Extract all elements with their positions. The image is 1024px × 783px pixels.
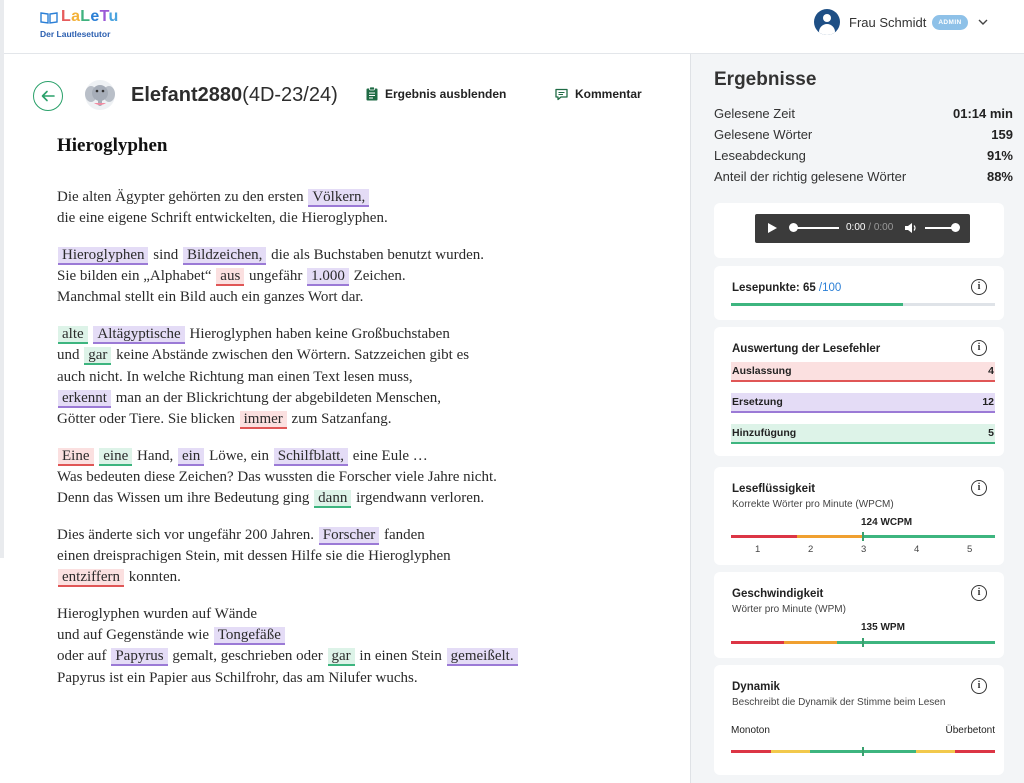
text-line: und auf Gegenstände wie Tongefäße [57,625,617,646]
text-line: Hieroglyphen sind Bildzeichen, die als Buchstaben benutzt wurden. [57,245,617,266]
info-icon[interactable]: i [971,480,987,496]
stat-label: Anteil der richtig gelesene Wörter [714,169,907,184]
dynamics-subtitle: Beschreibt die Dynamik der Stimme beim Lesen [732,697,946,708]
info-icon[interactable]: i [971,340,987,356]
logo-letter: L [61,8,72,25]
student-name [131,84,338,107]
substitution-highlight[interactable]: Bildzeichen, [183,247,266,265]
left-edge-strip [0,0,4,558]
substitution-highlight[interactable]: 1.000 [307,268,349,286]
insertion-highlight[interactable]: gar [328,648,355,666]
fluency-tick-label: 2 [808,544,814,555]
text-line: Was bedeuten diese Zeichen? Das wussten die Forscher viele Jahre nicht. [57,468,497,485]
speed-marker [862,638,864,647]
text-line: entziffern konnten. [57,567,617,588]
error-count: 4 [988,365,994,377]
stat-read-words [714,127,1013,142]
user-name: Frau Schmidt [849,14,927,30]
volume-handle[interactable] [951,223,960,232]
substitution-highlight[interactable]: Papyrus [111,648,167,666]
audio-card [714,203,1004,258]
comment-label: Kommentar [575,87,642,101]
error-label: Ersetzung [732,396,783,408]
insertion-highlight[interactable]: eine [99,448,132,466]
text-line: Götter oder Tiere. Sie blicken immer zum Satzanfang. [57,410,392,427]
dynamics-card [714,665,1004,775]
reading-text [57,187,617,689]
substitution-highlight[interactable]: Schilfblatt, [274,448,348,466]
text-line: die eine eigene Schrift entwickelten, die Hieroglyphen. [57,210,388,227]
dynamics-left-label: Monoton [731,725,770,736]
stat-coverage [714,148,1013,163]
reading-points-max: /100 [815,282,842,294]
substitution-highlight[interactable]: Forscher [319,527,380,545]
error-evaluation-card [714,327,1004,456]
text-title: Hieroglyphen [57,135,168,156]
logo-letter: a [71,8,81,25]
text-line: alte Altägyptische Hieroglyphen haben keine Großbuchstaben [57,324,617,345]
substitution-highlight[interactable]: Völkern, [308,189,369,207]
fluency-tick-label: 1 [755,544,761,555]
reading-points-progress [731,303,903,306]
paragraph-gap [57,588,617,604]
speed-title: Geschwindigkeit [732,588,824,600]
info-icon[interactable]: i [971,585,987,601]
comment-icon [555,88,568,101]
audio-player[interactable] [755,214,970,243]
text-line: oder auf Papyrus gemalt, geschrieben oder gar in einen Stein gemeißelt. [57,646,617,667]
back-button[interactable] [33,81,63,111]
paragraph-gap [57,509,617,525]
logo-subtitle: Der Lautlesetutor [40,29,111,39]
paragraph-gap [57,430,617,446]
substitution-highlight[interactable]: ein [178,448,204,466]
omission-highlight[interactable]: immer [240,411,287,429]
hide-result-label: Ergebnis ausblenden [385,87,507,101]
text-line: Hieroglyphen wurden auf Wände [57,605,258,622]
fluency-marker [862,532,864,541]
volume-icon[interactable] [904,222,917,234]
text-line: Dies änderte sich vor ungefähr 200 Jahren. Forscher fanden [57,526,425,543]
substitution-highlight[interactable]: Altägyptische [93,326,184,344]
comment-button[interactable] [555,87,642,101]
student-class: (4D-23/24) [242,84,338,106]
text-line: Eine eine Hand, ein Löwe, ein Schilfblatt, eine Eule … [57,446,617,467]
fluency-tick-label: 3 [861,544,867,555]
laletu-logo[interactable] [40,8,119,39]
stat-value: 159 [991,127,1013,142]
elephant-avatar-icon [84,79,116,111]
insertion-highlight[interactable]: dann [314,490,351,508]
user-menu[interactable] [814,9,988,35]
reading-points-text [732,282,841,294]
dynamics-marker [862,747,864,756]
info-icon[interactable]: i [971,678,987,694]
fluency-value: 124 WCPM [861,517,913,528]
play-icon[interactable] [768,223,777,233]
book-logo-icon [40,11,58,24]
omission-highlight[interactable]: Eine [58,448,94,466]
stat-correct-share [714,169,1013,184]
reading-points-value: 65 [802,282,816,294]
stat-read-time [714,106,1013,121]
logo-letter: T [99,8,109,25]
results-title: Ergebnisse [714,69,817,90]
student-pseudonym: Elefant2880 [131,84,243,106]
audio-time-separator: / [865,222,874,233]
paragraph-gap [57,309,617,325]
audio-current-time: 0:00 [846,222,866,233]
text-line: einen dreisprachigen Stein, mit dessen Hilfe sie die Hieroglyphen [57,548,451,564]
paragraph-gap [57,229,617,245]
speed-value: 135 WPM [861,622,905,633]
substitution-highlight[interactable]: Tongefäße [214,627,285,645]
stat-label: Gelesene Wörter [714,127,813,142]
logo-title [61,8,119,26]
error-row-omission [731,362,995,382]
stat-value: 01:14 min [953,106,1013,121]
error-count: 5 [988,427,994,439]
audio-seek-handle[interactable] [789,223,798,232]
reading-points-label: Lesepunkte: [732,282,803,294]
text-line: Manchmal stellt ein Bild auch ein ganzes Wort dar. [57,289,364,306]
fluency-title: Leseflüssigkeit [732,483,816,495]
chevron-down-icon[interactable] [978,18,988,26]
error-label: Auslassung [732,365,792,377]
audio-time [846,222,893,233]
insertion-highlight[interactable]: gar [84,347,111,365]
dynamics-title: Dynamik [732,681,780,693]
logo-letter: u [108,8,119,25]
omission-highlight[interactable]: entziffern [58,569,124,587]
fluency-tick-label: 4 [914,544,920,555]
speed-subtitle: Wörter pro Minute (WPM) [732,604,846,615]
stat-value: 91% [986,148,1013,163]
text-line: auch nicht. In welche Richtung man einen Text lesen muss, [57,368,413,385]
text-line: Die alten Ägypter gehörten zu den ersten Völkern, [57,187,617,208]
text-line: und gar keine Abstände zwischen den Wörtern. Satzzeichen gibt es [57,347,470,364]
stat-value: 88% [986,169,1013,184]
hide-result-button[interactable] [366,87,506,101]
app-header [4,0,1024,54]
audio-seek-bar[interactable] [791,227,839,229]
text-line: Papyrus ist ein Papier aus Schilfrohr, das am Nilufer wuchs. [57,669,418,686]
fluency-subtitle: Korrekte Wörter pro Minute (WPCM) [732,499,894,510]
reading-points-card [714,266,1004,320]
info-icon[interactable]: i [971,279,987,295]
admin-badge: ADMIN [932,15,967,30]
stat-label: Leseabdeckung [714,148,806,163]
insertion-highlight[interactable]: alte [58,326,88,344]
text-line: Denn das Wissen um ihre Bedeutung ging dann irgendwann verloren. [57,490,485,507]
logo-letter: e [90,8,100,25]
reading-speed-card [714,572,1004,658]
fluency-tick-label: 5 [967,544,973,555]
logo-letter: L [80,8,91,25]
error-count: 12 [982,396,994,408]
clipboard-icon [366,87,378,101]
text-line: Sie bilden ein „Alphabet“ aus ungefähr 1.000 Zeichen. [57,268,406,285]
arrow-left-icon [41,90,55,102]
dynamics-right-label: Überbetont [945,725,995,736]
substitution-highlight[interactable]: erkennt [58,390,111,408]
text-line: erkennt man an der Blickrichtung der abgebildeten Menschen, [57,388,617,409]
error-row-insertion [731,424,995,444]
user-avatar-icon [814,9,840,35]
substitution-highlight[interactable]: gemeißelt. [447,648,518,666]
error-label: Hinzufügung [732,427,797,439]
omission-highlight[interactable]: aus [216,268,244,286]
reading-fluency-card [714,467,1004,565]
stat-label: Gelesene Zeit [714,106,795,121]
results-panel [691,54,1024,783]
substitution-highlight[interactable]: Hieroglyphen [58,247,148,265]
reading-points-track [731,303,995,306]
audio-total-time: 0:00 [873,222,894,233]
error-evaluation-title: Auswertung der Lesefehler [732,343,881,355]
error-row-substitution [731,393,995,413]
